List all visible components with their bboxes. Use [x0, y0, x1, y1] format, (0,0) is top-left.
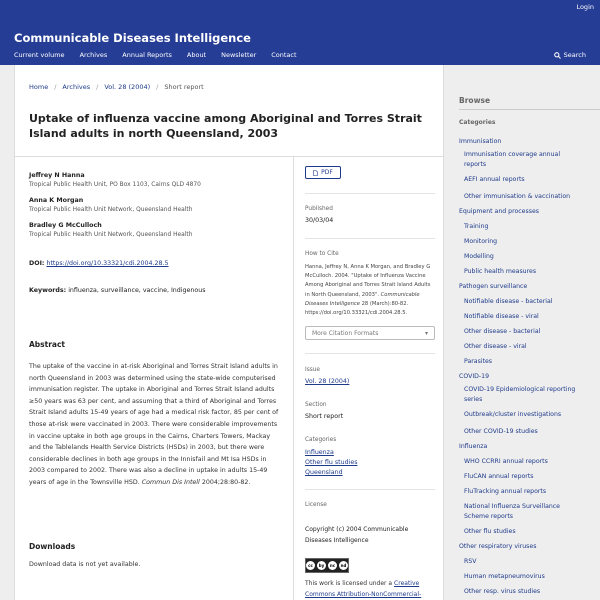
file-icon	[313, 170, 318, 176]
citation-main: Hanna, Jeffrey N, Anna K Morgan, and Bradley G McCulloch. 2004. "Uptake of Influenza Vaccine Among Aboriginal and Torres Strait Island Adults in North Queensland, 2003".	[305, 264, 431, 298]
nav-contact[interactable]: Contact	[271, 51, 297, 59]
doi-row	[29, 260, 284, 267]
sidebar-subcategory[interactable]: RSV	[464, 558, 477, 565]
author-affiliation: Tropical Public Health Unit Network, Queensland Health	[29, 232, 193, 238]
nav-newsletter[interactable]: Newsletter	[221, 51, 257, 59]
nav-current-volume[interactable]: Current volume	[14, 51, 65, 59]
divider	[305, 238, 435, 239]
copyright-text: Copyright (c) 2004 Communicable Diseases Intelligence	[305, 526, 409, 544]
cc-icon: cc	[306, 561, 315, 570]
citation-text	[305, 263, 433, 318]
author-entry	[29, 221, 284, 240]
cc-nd-icon: nd	[340, 563, 347, 568]
cc-license-badge[interactable]	[305, 558, 349, 573]
doi-label: DOI:	[29, 260, 45, 267]
breadcrumb-current: Short report	[164, 83, 204, 91]
breadcrumb-home[interactable]: Home	[29, 83, 49, 91]
sidebar-category[interactable]: Equipment and processes	[459, 208, 539, 215]
keywords-label: Keywords:	[29, 287, 67, 294]
chevron-down-icon: ▾	[424, 330, 428, 337]
divider	[305, 489, 435, 490]
categories-label: Categories	[305, 437, 337, 443]
search-icon	[554, 52, 561, 59]
page-title: Uptake of influenza vaccine among Aboriginal and Torres Strait Island adults in north Queensland, 2003	[29, 112, 422, 140]
breadcrumb-volume[interactable]: Vol. 28 (2004)	[104, 83, 151, 91]
issue-link[interactable]: Vol. 28 (2004)	[305, 378, 350, 385]
cc-nc-icon: nc	[329, 563, 336, 568]
cc-by-icon: by	[318, 563, 325, 568]
how-to-cite-label: How to Cite	[305, 251, 339, 257]
site-title[interactable]: Communicable Diseases Intelligence	[14, 31, 251, 45]
sidebar-category[interactable]: Immunisation	[459, 138, 502, 145]
abstract-body: The uptake of the vaccine in at-risk Aboriginal and Torres Strait Island adults in north Queensland in 2003 was determined using the state-wide computerised immunisation register. The uptake in Aboriginal and Torres Strait Island adults ≥50 years was 63 per cent, and assuming that a third of Aboriginal and Torres Strait Island adults 15-49 years of age had a medical risk factor, 85 per cent of those at-risk were vaccinated in 2003. There were considerable improvements in vaccine uptake in both age groups in the Cairns, Charters Towers, Mackay and the Tablelands Health Service Districts (HSDs) in 2003, but there were considerable declines in both age groups in the Innisfail and Mt Isa HSDs in 2003 compared to 2002. There was also a decline in uptake in adults 15-49 years of age in the Townsville HSD.	[29, 363, 279, 486]
category-link[interactable]: Influenza	[305, 449, 334, 456]
breadcrumb-separator: /	[156, 83, 159, 91]
abstract-journal: Commun Dis Intell	[141, 478, 200, 486]
divider	[305, 353, 435, 354]
section-value: Short report	[305, 413, 344, 420]
sidebar-category[interactable]: Influenza	[459, 443, 488, 450]
sidebar-subcategory[interactable]: Human metapneumovirus	[464, 573, 545, 580]
sidebar-subcategory[interactable]: Notifiable disease - viral	[464, 313, 539, 320]
license-label: License	[305, 502, 327, 508]
sidebar-subcategory[interactable]: FluCAN annual reports	[464, 473, 534, 480]
search-button[interactable]	[554, 51, 586, 59]
sidebar-subcategory[interactable]: Modelling	[464, 253, 494, 260]
main-nav	[14, 51, 297, 59]
issue-label: Issue	[305, 367, 320, 373]
doi-link[interactable]: https://doi.org/10.33321/cdi.2004.28.5	[46, 260, 169, 267]
pdf-download-button[interactable]	[305, 166, 341, 179]
keywords-value: influenza, surveillance, vaccine, Indigenous	[68, 287, 206, 294]
published-date: 30/03/04	[305, 217, 334, 224]
sidebar-subcategory[interactable]: FluTracking annual reports	[464, 488, 547, 495]
license-link[interactable]: Creative Commons Attribution-NonCommercial-	[305, 580, 422, 598]
author-name: Anna K Morgan	[29, 197, 84, 204]
category-link[interactable]: Queensland	[305, 469, 343, 476]
browse-heading: Browse	[459, 96, 491, 105]
sidebar-subcategory[interactable]: Parasites	[464, 358, 492, 365]
sidebar-subcategory[interactable]: Notifiable disease - bacterial	[464, 298, 553, 305]
sidebar-category[interactable]: COVID-19	[459, 373, 490, 380]
nav-archives[interactable]: Archives	[79, 51, 108, 59]
sidebar-subcategory[interactable]: WHO CCRRI annual reports	[464, 458, 548, 465]
article-main	[14, 65, 444, 600]
abstract-text	[29, 361, 281, 489]
divider	[459, 109, 600, 110]
category-link[interactable]: Other flu studies	[305, 459, 358, 466]
divider	[15, 156, 444, 157]
sidebar-subcategory[interactable]: Other COVID-19 studies	[464, 428, 538, 435]
search-label: Search	[563, 51, 586, 59]
column-divider	[293, 156, 294, 600]
sidebar-subcategory[interactable]: Other disease - viral	[464, 343, 527, 350]
pdf-label: PDF	[321, 169, 333, 176]
sidebar-subcategory[interactable]: Immunisation coverage annual reports	[464, 151, 561, 168]
published-label: Published	[305, 206, 333, 212]
sidebar-subcategory[interactable]: Outbreak/cluster investigations	[464, 411, 562, 418]
nav-about[interactable]: About	[186, 51, 207, 59]
breadcrumb-archives[interactable]: Archives	[62, 83, 91, 91]
downloads-heading: Downloads	[29, 542, 76, 551]
author-name: Jeffrey N Hanna	[29, 172, 85, 179]
license-text	[305, 578, 435, 600]
citation-formats-label: More Citation Formats	[312, 329, 379, 337]
categories-heading: Categories	[459, 119, 496, 126]
citation-reference: 28 (March):80-82.	[361, 300, 409, 307]
sidebar-subcategory[interactable]: National Influenza Surveillance Scheme reports	[464, 503, 560, 520]
breadcrumb-separator: /	[54, 83, 57, 91]
citation-formats-dropdown[interactable]	[305, 326, 435, 340]
sidebar	[459, 65, 600, 600]
sidebar-category[interactable]: Other respiratory viruses	[459, 543, 537, 550]
author-entry	[29, 171, 284, 190]
keywords-row	[29, 287, 284, 294]
divider	[305, 193, 435, 194]
breadcrumb-separator: /	[96, 83, 99, 91]
sidebar-subcategory[interactable]: Other disease - bacterial	[464, 328, 541, 335]
sidebar-subcategory[interactable]: AEFI annual reports	[464, 176, 525, 183]
article-details-left	[29, 171, 284, 294]
sidebar-subcategory[interactable]: Other flu studies	[464, 528, 516, 535]
license-text-prefix: This work is licensed under a	[305, 580, 393, 587]
sidebar-subcategory[interactable]: Other immunisation & vaccination	[464, 193, 571, 200]
abstract-reference: 2004;28:80-82.	[201, 478, 251, 486]
citation-journal: Communicable Diseases Intelligence	[305, 291, 420, 307]
abstract-heading: Abstract	[29, 340, 66, 349]
author-name: Bradley G McCulloch	[29, 222, 102, 229]
sidebar-subcategory[interactable]: Other resp. virus studies	[464, 588, 541, 595]
citation-doi: https://doi.org/10.33321/cdi.2004.28.5.	[305, 310, 408, 317]
downloads-text: Download data is not yet available.	[29, 561, 141, 568]
sidebar-category[interactable]: Pathogen surveillance	[459, 283, 528, 290]
author-entry	[29, 196, 284, 215]
sidebar-subcategory[interactable]: Public health measures	[464, 268, 537, 275]
sidebar-subcategory[interactable]: COVID-19 Epidemiological reporting series	[464, 386, 576, 403]
author-affiliation: Tropical Public Health Unit, PO Box 1103, Cairns QLD 4870	[29, 182, 201, 188]
sidebar-subcategory[interactable]: Training	[464, 223, 489, 230]
breadcrumb	[29, 83, 204, 91]
section-label: Section	[305, 402, 327, 408]
login-link[interactable]: Login	[576, 3, 594, 11]
sidebar-subcategory[interactable]: Monitoring	[464, 238, 498, 245]
author-affiliation: Tropical Public Health Unit Network, Queensland Health	[29, 207, 193, 213]
nav-annual-reports[interactable]: Annual Reports	[122, 51, 172, 59]
site-header	[0, 0, 600, 65]
